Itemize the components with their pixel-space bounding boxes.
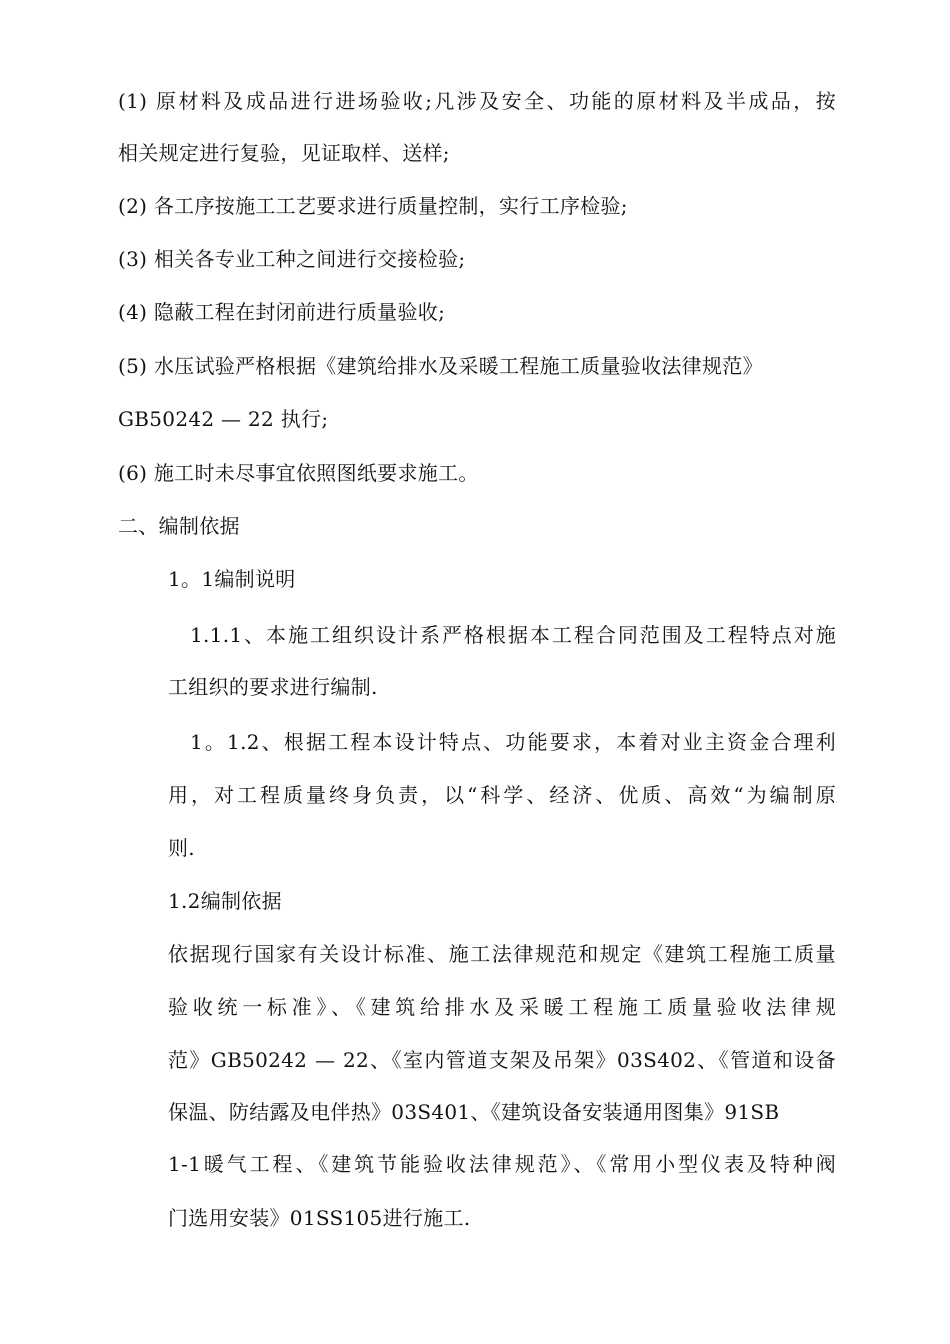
paragraph-1-1-1-line-1: 1.1.1、本施工组织设计系严格根据本工程合同范围及工程特点对施 — [190, 623, 836, 647]
paragraph-1-1-1-line-2: 工组织的要求进行编制. — [168, 675, 378, 699]
paragraph-1-1-2-line-2: 用，对工程质量终身负责，以“科学、经济、优质、高效“为编制原 — [168, 783, 836, 807]
item-6: (6) 施工时未尽事宜依照图纸要求施工。 — [118, 461, 479, 485]
item-1-line-2: 相关规定进行复验，见证取样、送样; — [118, 141, 450, 165]
basis-paragraph-line-1: 依据现行国家有关设计标准、施工法律规范和规定《建筑工程施工质量 — [168, 942, 836, 966]
paragraph-1-1-2-line-3: 则. — [168, 836, 195, 860]
basis-paragraph-line-4: 保温、防结露及电伴热》03S401、《建筑设备安装通用图集》91SB — [168, 1100, 780, 1124]
item-1-line-1: (1) 原材料及成品进行进场验收;凡涉及安全、功能的原材料及半成品，按 — [118, 89, 836, 113]
item-3: (3) 相关各专业工种之间进行交接检验; — [118, 247, 466, 271]
item-5-line-1: (5) 水压试验严格根据《建筑给排水及采暖工程施工质量验收法律规范》 — [118, 354, 763, 378]
section-heading: 二、编制依据 — [118, 514, 240, 538]
item-2: (2) 各工序按施工工艺要求进行质量控制，实行工序检验; — [118, 194, 628, 218]
item-4: (4) 隐蔽工程在封闭前进行质量验收; — [118, 300, 446, 324]
basis-paragraph-line-6: 门选用安装》01SS105进行施工. — [168, 1206, 471, 1230]
subsection-heading-1-2: 1.2编制依据 — [168, 889, 282, 913]
subsection-heading-1-1: 1。1编制说明 — [168, 567, 296, 591]
basis-paragraph-line-3: 范》GB50242 — 22、《室内管道支架及吊架》03S402、《管道和设备 — [168, 1048, 836, 1072]
paragraph-1-1-2-line-1: 1。1.2、根据工程本设计特点、功能要求，本着对业主资金合理利 — [190, 730, 836, 754]
basis-paragraph-line-5: 1-1暖气工程、《建筑节能验收法律规范》、《常用小型仪表及特种阀 — [168, 1152, 836, 1176]
item-5-line-2: GB50242 — 22 执行; — [118, 407, 329, 431]
basis-paragraph-line-2: 验收统一标准》、《建筑给排水及采暖工程施工质量验收法律规 — [168, 995, 836, 1019]
